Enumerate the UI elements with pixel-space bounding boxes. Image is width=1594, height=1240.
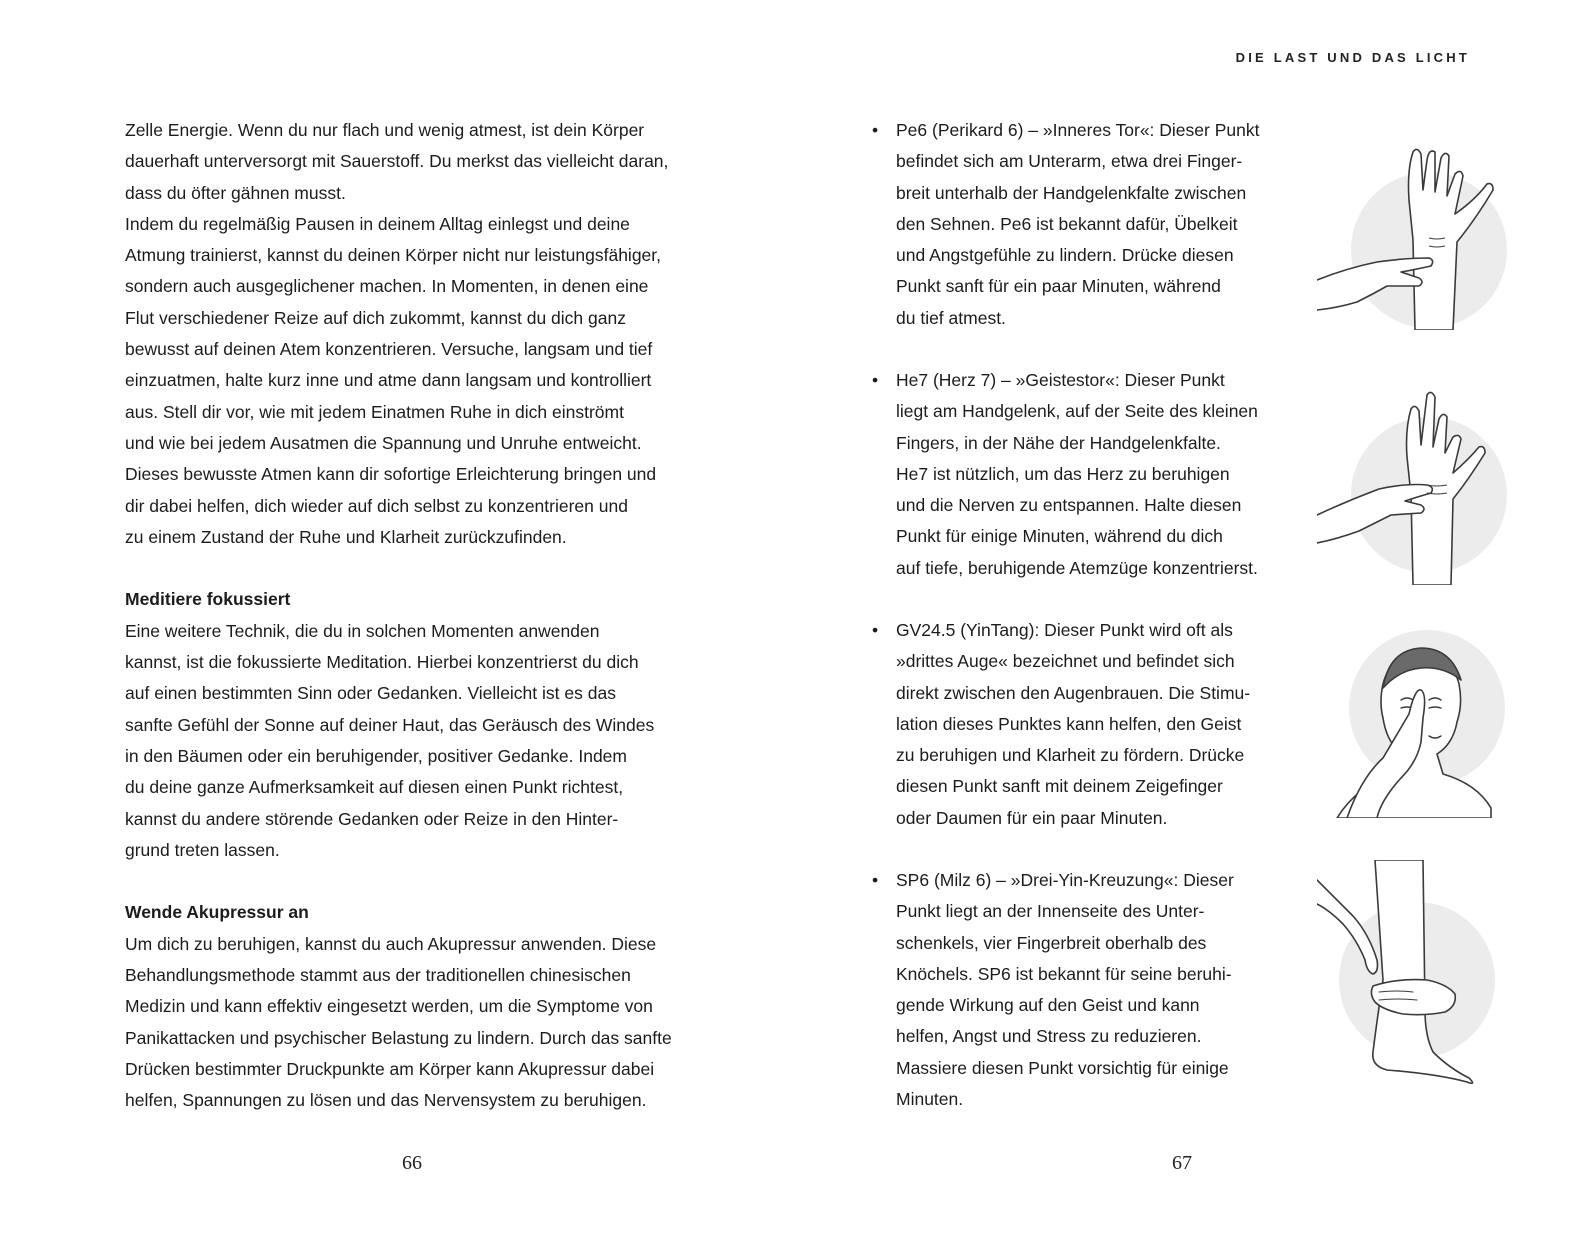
ankle-lower-leg-press-illustration (1317, 860, 1507, 1090)
point-text (896, 115, 1316, 334)
text-line: Punkt für einige Minuten, während du dich (896, 526, 1223, 547)
text-line: Punkt sanft für ein paar Minuten, während (896, 276, 1221, 297)
text-line: dir dabei helfen, dich wieder auf dich selbst zu konzentrieren und (125, 495, 628, 516)
text-line: helfen, Spannungen zu lösen und das Nervensystem zu beruhigen. (125, 1090, 647, 1111)
text-line: und Angstgefühle zu lindern. Drücke diesen (896, 245, 1234, 266)
text-line: zu einem Zustand der Ruhe und Klarheit zurückzufinden. (125, 526, 567, 547)
wrist-crease-press-illustration (1317, 385, 1507, 585)
text-line: oder Daumen für ein paar Minuten. (896, 807, 1168, 828)
text-line: helfen, Angst und Stress zu reduzieren. (896, 1026, 1202, 1047)
text-line: dauerhaft unterversorgt mit Sauerstoff. Du merkst das vielleicht daran, (125, 151, 669, 172)
bullet: • (872, 870, 879, 890)
text-line: Fingers, in der Nähe der Handgelenkfalte. (896, 432, 1221, 453)
text-line: Um dich zu beruhigen, kannst du auch Akupressur anwenden. Diese (125, 933, 657, 954)
text-line: aus. Stell dir vor, wie mit jedem Einatmen Ruhe in dich einströmt (125, 401, 624, 422)
text-line: Behandlungsmethode stammt aus der traditionellen chinesischen (125, 965, 631, 986)
text-line: du tief atmest. (896, 307, 1006, 328)
text-line: kannst, ist die fokussierte Meditation. Hierbei konzentrierst du dich (125, 652, 639, 673)
text-line: breit unterhalb der Handgelenkfalte zwischen (896, 182, 1247, 203)
running-head: DIE LAST UND DAS LICHT (1235, 50, 1470, 65)
text-line: Minuten. (896, 1089, 964, 1110)
meditation-paragraph (125, 616, 715, 866)
point-text (896, 865, 1316, 1115)
text-line: grund treten lassen. (125, 839, 280, 860)
text-line: SP6 (Milz 6) – »Drei-Yin-Kreuzung«: Dieser (896, 870, 1234, 890)
text-line: auf einen bestimmten Sinn oder Gedanken. Vielleicht ist es das (125, 683, 616, 704)
text-line: direkt zwischen den Augenbrauen. Die Stimu- (896, 682, 1251, 703)
right-page (797, 0, 1594, 1240)
face-third-eye-press-illustration (1317, 618, 1507, 818)
text-line: befindet sich am Unterarm, etwa drei Finger- (896, 151, 1243, 172)
text-line: auf tiefe, beruhigende Atemzüge konzentrierst. (896, 557, 1258, 578)
text-line: sanfte Gefühl der Sonne auf deiner Haut, das Geräusch des Windes (125, 714, 655, 735)
text-line: du deine ganze Aufmerksamkeit auf diesen einen Punkt richtest, (125, 777, 624, 798)
text-line: sondern auch ausgeglichener machen. In Momenten, in denen eine (125, 276, 649, 297)
section-heading-acupressure: Wende Akupressur an (125, 902, 309, 923)
acupressure-paragraph (125, 929, 715, 1117)
text-line: bewusst auf deinen Atem konzentrieren. Versuche, langsam und tief (125, 339, 653, 360)
text-line: dass du öfter gähnen musst. (125, 182, 346, 203)
text-line: und die Nerven zu entspannen. Halte diesen (896, 495, 1242, 516)
text-line: »drittes Auge« bezeichnet und befindet sich (896, 651, 1235, 672)
text-line: liegt am Handgelenk, auf der Seite des kleinen (896, 401, 1258, 422)
text-line: GV24.5 (YinTang): Dieser Punkt wird oft als (896, 620, 1233, 640)
text-line: einzuatmen, halte kurz inne und atme dann langsam und kontrolliert (125, 370, 652, 391)
text-line: Massiere diesen Punkt vorsichtig für einige (896, 1057, 1229, 1078)
text-line: schenkels, vier Fingerbreit oberhalb des (896, 932, 1207, 953)
text-line: lation dieses Punktes kann helfen, den Geist (896, 713, 1242, 734)
text-line: Medizin und kann effektiv eingesetzt werden, um die Symptome von (125, 996, 653, 1017)
bullet: • (872, 120, 879, 140)
point-text (896, 365, 1316, 584)
left-page-body (125, 115, 715, 1117)
section-heading-meditation: Meditiere fokussiert (125, 589, 291, 610)
text-line: Indem du regelmäßig Pausen in deinem Alltag einlegst und deine (125, 213, 630, 234)
intro-paragraph (125, 115, 715, 553)
text-line: He7 ist nützlich, um das Herz zu beruhigen (896, 463, 1230, 484)
text-line: He7 (Herz 7) – »Geistestor«: Dieser Punkt (896, 370, 1225, 390)
text-line: kannst du andere störende Gedanken oder Reize in den Hinter- (125, 808, 619, 829)
text-line: zu beruhigen und Klarheit zu fördern. Drücke (896, 745, 1245, 766)
text-line: Atmung trainierst, kannst du deinen Körper nicht nur leistungsfähiger, (125, 245, 662, 266)
text-line: Knöchels. SP6 ist bekannt für seine beruhi- (896, 963, 1232, 984)
page-number-left: 66 (402, 1152, 422, 1174)
text-line: Punkt liegt an der Innenseite des Unter- (896, 901, 1205, 922)
text-line: diesen Punkt sanft mit deinem Zeigefinger (896, 776, 1223, 797)
text-line: und wie bei jedem Ausatmen die Spannung und Unruhe entweicht. (125, 432, 642, 453)
point-text (896, 615, 1316, 834)
bullet: • (872, 620, 879, 640)
text-line: den Sehnen. Pe6 ist bekannt dafür, Übelkeit (896, 213, 1238, 234)
text-line: Dieses bewusste Atmen kann dir sofortige Erleichterung bringen und (125, 464, 657, 485)
text-line: in den Bäumen oder ein beruhigender, positiver Gedanke. Indem (125, 745, 627, 766)
text-line: Flut verschiedener Reize auf dich zukommt, kannst du dich ganz (125, 307, 626, 328)
text-line: Pe6 (Perikard 6) – »Inneres Tor«: Dieser Punkt (896, 120, 1260, 140)
wrist-inner-forearm-press-illustration (1317, 130, 1507, 330)
text-line: gende Wirkung auf den Geist und kann (896, 995, 1200, 1016)
text-line: Eine weitere Technik, die du in solchen Momenten anwenden (125, 620, 600, 641)
page-number-right: 67 (1172, 1152, 1192, 1174)
text-line: Drücken bestimmter Druckpunkte am Körper kann Akupressur dabei (125, 1058, 655, 1079)
text-line: Panikattacken und psychischer Belastung zu lindern. Durch das sanfte (125, 1027, 672, 1048)
text-line: Zelle Energie. Wenn du nur flach und wenig atmest, ist dein Körper (125, 120, 645, 140)
bullet: • (872, 370, 879, 390)
